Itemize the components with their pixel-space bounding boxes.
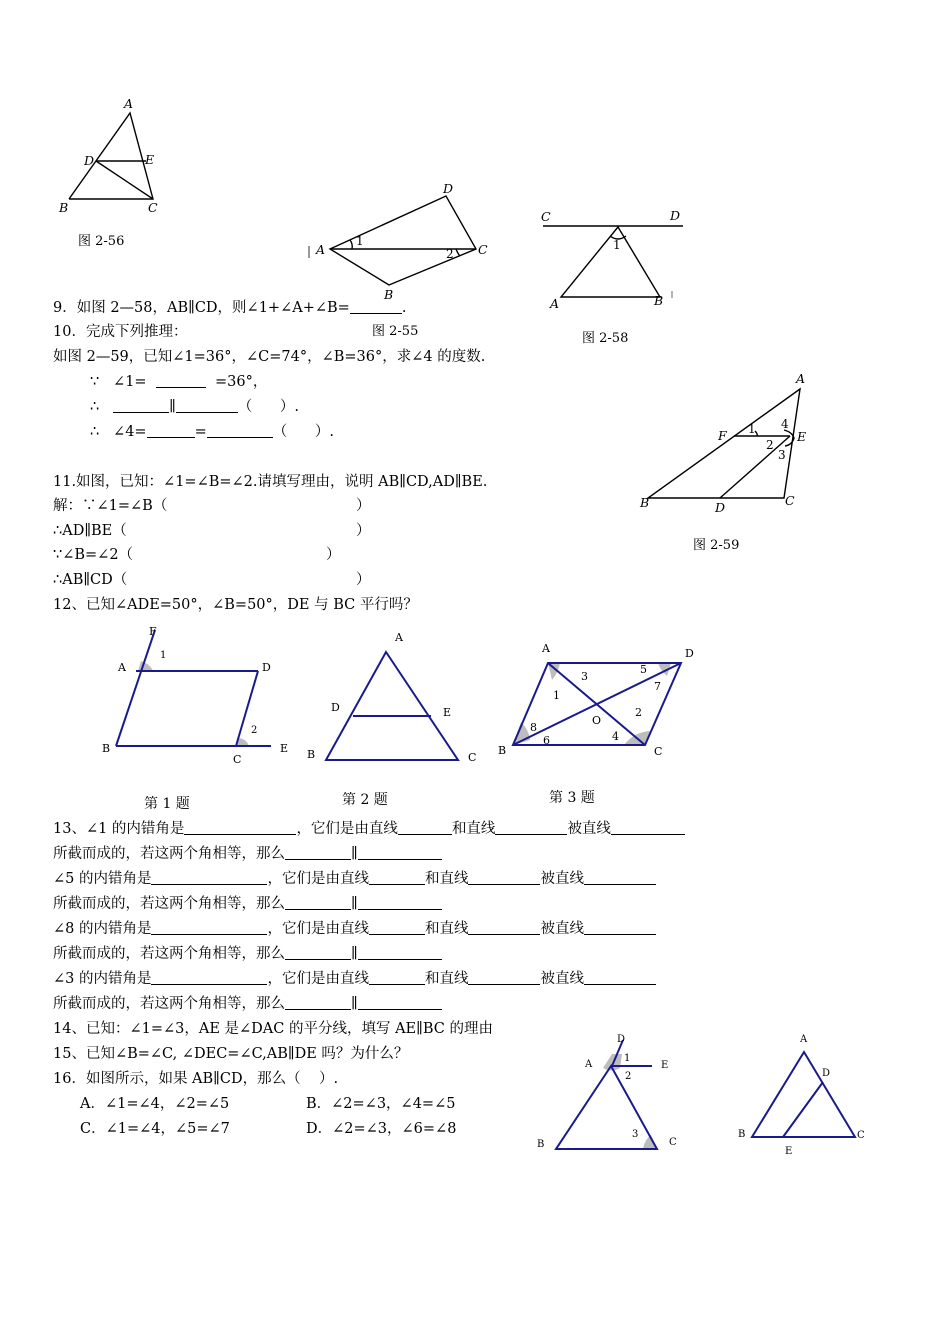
question-10-title: 10．完成下列推理： (53, 324, 188, 340)
q10-step2-blank-1[interactable] (113, 398, 169, 413)
q10-step3-blank-1[interactable] (147, 423, 195, 438)
q3-label-o: O (592, 714, 602, 727)
q2-label-b: B (307, 748, 316, 761)
q13-row1-text-b: ，它们是由直线 (296, 821, 398, 837)
q11-line-1: 解：∵∠1=∠B（ (53, 498, 168, 514)
fig259-angle-3: 3 (778, 448, 786, 462)
q11-line-3: ∵∠B=∠2（ (53, 547, 134, 563)
q16-option-b[interactable]: B．∠2=∠3，∠4=∠5 (306, 1096, 456, 1112)
q13-row8-text: 所截而成的，若这两个角相等，那么 (53, 996, 285, 1012)
q13-row4-par: ∥ (351, 896, 358, 912)
q1-angle-1: 1 (160, 650, 167, 661)
fig256-label-e: E (145, 152, 155, 167)
q10-step3-post: （ ）. (272, 424, 334, 440)
q3-angle-1: 1 (553, 689, 560, 702)
q13-row5-blank-4[interactable] (584, 920, 656, 935)
q13-angle1-blank[interactable] (184, 820, 296, 835)
caption-fig-2-58: 图 2-58 (582, 331, 629, 346)
fig259-angle-2: 2 (766, 438, 774, 452)
fig259-label-e: E (797, 429, 807, 444)
caption-q2: 第 2 题 (342, 792, 388, 808)
q13-row5-text-b: ，它们是由直线 (267, 921, 369, 937)
fig259-label-b: B (640, 495, 650, 510)
caption-fig-2-56: 图 2-56 (78, 234, 125, 249)
caption-fig-2-59: 图 2-59 (693, 538, 740, 553)
q10-step2-pre: ∴ (90, 399, 114, 415)
q13-row7-blank-4[interactable] (584, 970, 656, 985)
q13-row-8 (53, 995, 442, 1013)
q2-label-c: C (468, 751, 477, 764)
q1-label-b: B (102, 742, 111, 755)
q10-step2-post: （ ）. (237, 399, 300, 415)
f16-label-b: B (738, 1129, 746, 1140)
fig258-label-c: C (541, 209, 551, 224)
q11-line-2: ∴AD∥BE（ (53, 523, 127, 539)
f15-label-a: A (585, 1059, 593, 1070)
q10-step2-blank-2[interactable] (176, 398, 238, 413)
q13-row-6 (53, 945, 442, 963)
q3-label-c: C (654, 745, 663, 758)
q13-row1-blank-4[interactable] (611, 820, 685, 835)
figure-q1 (116, 630, 271, 746)
q13-row6-par: ∥ (351, 946, 358, 962)
fig258-angle-1: 1 (613, 238, 621, 252)
f15-label-e: E (661, 1060, 669, 1071)
figure-2-59 (648, 389, 800, 498)
fig259-label-a: A (796, 371, 806, 386)
caption-q3: 第 3 题 (549, 790, 595, 806)
q13-row-1 (53, 820, 685, 838)
q13-row7-text-c: 和直线 (424, 971, 469, 987)
q1-label-d: D (262, 661, 271, 674)
question-11-title: 11.如图，已知：∠1=∠B=∠2.请填写理由，说明 AB∥CD,AD∥BE. (53, 474, 488, 490)
question-10-prompt: 如图 2—59，已知∠1=36°，∠C=74°，∠B=36°，求∠4 的度数. (53, 349, 486, 365)
q1-label-a: A (118, 661, 126, 674)
q13-row1-blank-2[interactable] (398, 820, 452, 835)
q13-row3-text-d: 被直线 (540, 871, 584, 887)
f16-label-e: E (785, 1146, 793, 1157)
fig258-label-b: B (654, 293, 664, 308)
q3-angle-8: 8 (530, 721, 537, 734)
q10-step1-pre: ∵ ∠1= (90, 374, 156, 390)
fig258-label-a: A (550, 296, 560, 311)
q13-angle3-blank[interactable] (151, 970, 267, 985)
q13-row2-blank-2[interactable] (358, 845, 442, 860)
caption-fig-2-55: 图 2-55 (372, 324, 419, 339)
q13-row2-text: 所截而成的，若这两个角相等，那么 (53, 846, 285, 862)
q10-step3-mid: = (194, 424, 207, 440)
q13-row4-blank-2[interactable] (358, 895, 442, 910)
fig255-angle-1: 1 (356, 234, 364, 248)
fig256-label-a: A (124, 96, 134, 111)
question-16: 16．如图所示，如果 AB∥CD，那么（ ）. (53, 1071, 339, 1087)
fig255-label-d: D (443, 181, 454, 196)
q13-row3-blank-4[interactable] (584, 870, 656, 885)
q10-step-1 (90, 373, 267, 391)
fig259-angle-4: 4 (781, 417, 789, 431)
q13-angle1-prompt: 13、∠1 的内错角是 (53, 821, 185, 837)
caption-q1: 第 1 题 (144, 796, 190, 812)
q3-label-d: D (685, 647, 694, 660)
q3-angle-4: 4 (612, 730, 619, 743)
fig259-angle-1: 1 (748, 422, 756, 436)
q11-line-4: ∴AB∥CD（ (53, 572, 128, 588)
q13-row8-par: ∥ (351, 996, 358, 1012)
q13-row2-blank-1[interactable] (285, 845, 351, 860)
q13-row5-text-d: 被直线 (540, 921, 584, 937)
q2-label-e: E (443, 706, 452, 719)
q13-row5-text-c: 和直线 (424, 921, 469, 937)
question-15: 15、已知∠B=∠C, ∠DEC=∠C,AB∥DE 吗？为什么？ (53, 1046, 409, 1062)
q9-blank[interactable] (350, 299, 402, 314)
fig255-label-b: B (384, 287, 394, 302)
fig256-label-b: B (59, 200, 69, 215)
fig255-label-a: A (316, 242, 326, 257)
question-14: 14、已知：∠1=∠3，AE 是∠DAC 的平分线，填写 AE∥BC 的理由 (53, 1021, 493, 1037)
q1-label-e: E (280, 742, 289, 755)
q3-angle-7: 7 (654, 680, 661, 693)
q13-row-4 (53, 895, 442, 913)
q13-row6-blank-2[interactable] (358, 945, 442, 960)
q10-step1-blank[interactable] (156, 373, 206, 388)
f15-angle-2: 2 (625, 1071, 632, 1082)
q13-row-3 (53, 870, 656, 888)
f16-label-a: A (800, 1034, 808, 1045)
q13-angle8-prompt: ∠8 的内错角是 (53, 921, 152, 937)
fig256-label-d: D (84, 153, 95, 168)
fig256-label-c: C (148, 200, 158, 215)
figure-2-56 (69, 113, 153, 199)
q16-option-a[interactable]: A．∠1=∠4，∠2=∠5 (80, 1096, 230, 1112)
q13-angle8-blank[interactable] (151, 920, 267, 935)
figure-2-58 (543, 226, 683, 298)
q13-row3-text-c: 和直线 (424, 871, 469, 887)
q10-step-3 (90, 423, 334, 441)
figure-q15 (556, 1040, 657, 1149)
f15-label-b: B (537, 1139, 545, 1150)
q11-line-4-close: ） (356, 572, 371, 588)
figure-q16 (752, 1052, 855, 1137)
question-12: 12、已知∠ADE=50°，∠B=50°，DE 与 BC 平行吗？ (53, 597, 418, 613)
fig255-angle-2: 2 (446, 247, 454, 261)
q13-row8-blank-2[interactable] (358, 995, 442, 1010)
q13-row1-text-d: 被直线 (567, 821, 611, 837)
q10-step3-pre: ∴ ∠4= (90, 424, 147, 440)
q13-row3-blank-2[interactable] (369, 870, 425, 885)
f15-angle-1: 1 (624, 1053, 631, 1064)
q13-row1-blank-3[interactable] (495, 820, 567, 835)
q1-label-c: C (233, 753, 242, 766)
q13-row5-blank-2[interactable] (369, 920, 425, 935)
q13-row4-text: 所截而成的，若这两个角相等，那么 (53, 896, 285, 912)
q3-angle-5: 5 (640, 663, 647, 676)
q16-option-d[interactable]: D．∠2=∠3，∠6=∠8 (306, 1121, 457, 1137)
q10-step3-blank-2[interactable] (207, 423, 273, 438)
q11-line-2-close: ） (356, 523, 371, 539)
q2-label-a: A (395, 631, 403, 644)
q13-row-2 (53, 845, 442, 863)
q3-angle-6: 6 (543, 734, 550, 747)
q13-angle5-blank[interactable] (151, 870, 267, 885)
q13-row-5 (53, 920, 656, 938)
figure-q2 (326, 652, 458, 760)
fig255-label-c: C (478, 242, 488, 257)
f15-label-c: C (669, 1137, 677, 1148)
q16-option-c[interactable]: C．∠1=∠4，∠5=∠7 (80, 1121, 230, 1137)
q13-row7-text-b: ，它们是由直线 (267, 971, 369, 987)
q13-row5-blank-3[interactable] (468, 920, 540, 935)
q13-row6-text: 所截而成的，若这两个角相等，那么 (53, 946, 285, 962)
q13-row1-text-c: 和直线 (451, 821, 496, 837)
q1-label-f: F (149, 625, 157, 638)
q13-row7-blank-3[interactable] (468, 970, 540, 985)
q3-label-a: A (542, 642, 550, 655)
q13-row3-blank-3[interactable] (468, 870, 540, 885)
q9-tail: . (401, 300, 407, 316)
fig259-label-f: F (718, 428, 727, 443)
q13-row3-text-b: ，它们是由直线 (267, 871, 369, 887)
q11-line-1-close: ） (356, 498, 371, 514)
q10-step-2 (90, 398, 299, 416)
f15-label-d: D (617, 1034, 626, 1045)
q9-text: 9．如图 2—58，AB∥CD，则∠1+∠A+∠B= (53, 300, 350, 316)
q13-angle3-prompt: ∠3 的内错角是 (53, 971, 152, 987)
fig259-label-d: D (715, 500, 726, 515)
q11-line-3-close: ） (326, 547, 341, 563)
fig258-label-d: D (670, 208, 681, 223)
q13-row7-text-d: 被直线 (540, 971, 584, 987)
q3-angle-2: 2 (635, 706, 642, 719)
q13-row-7 (53, 970, 656, 988)
q13-row2-par: ∥ (351, 846, 358, 862)
f16-label-c: C (857, 1130, 865, 1141)
q13-row8-blank-1[interactable] (285, 995, 351, 1010)
f16-label-d: D (822, 1068, 831, 1079)
q3-label-b: B (498, 744, 507, 757)
figure-q3 (513, 663, 681, 745)
q3-angle-3: 3 (581, 670, 588, 683)
fig259-label-c: C (785, 493, 795, 508)
q13-row6-blank-1[interactable] (285, 945, 351, 960)
q10-step2-mid: ∥ (169, 399, 176, 415)
q2-label-d: D (331, 701, 340, 714)
q13-row4-blank-1[interactable] (285, 895, 351, 910)
q13-angle5-prompt: ∠5 的内错角是 (53, 871, 152, 887)
question-9 (53, 299, 406, 317)
q13-row7-blank-2[interactable] (369, 970, 425, 985)
q10-step1-post: =36°， (205, 374, 268, 390)
figure-2-55 (309, 196, 476, 285)
q1-angle-2: 2 (251, 725, 258, 736)
f15-angle-3: 3 (632, 1129, 639, 1140)
